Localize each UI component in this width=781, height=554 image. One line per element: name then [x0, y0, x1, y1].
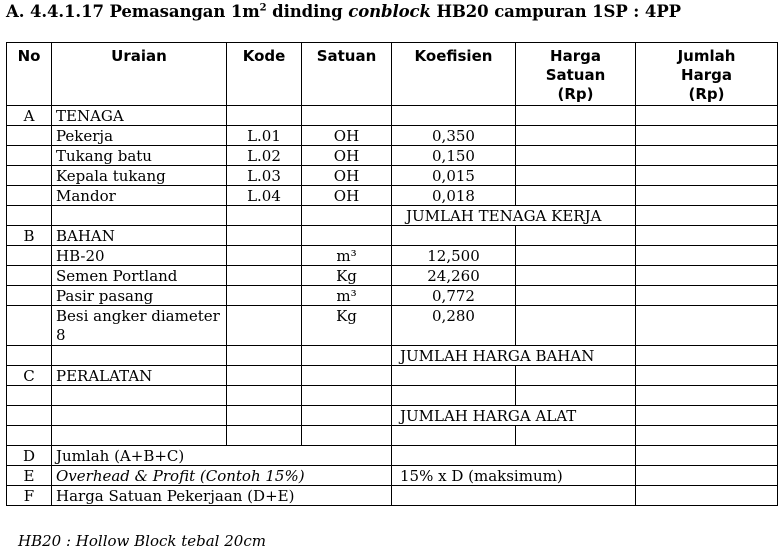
uraian-cell: Besi angker diameter 8	[52, 306, 227, 346]
header-kode: Kode	[227, 43, 302, 106]
koefisien-cell: 0,350	[392, 126, 516, 146]
summary-label: Harga Satuan Pekerjaan (D+E)	[52, 486, 392, 506]
total-bahan-label: JUMLAH HARGA BAHAN	[392, 346, 636, 366]
total-row	[7, 406, 778, 426]
summary-label: Overhead & Profit (Contoh 15%)	[52, 466, 392, 486]
header-satuan: Satuan	[302, 43, 392, 106]
uraian-cell: Mandor	[52, 186, 227, 206]
table-row	[7, 166, 778, 186]
kode-cell	[227, 306, 302, 346]
kode-cell: L.01	[227, 126, 302, 146]
summary-row	[7, 446, 778, 466]
section-no: A	[7, 106, 52, 126]
koefisien-cell: 24,260	[392, 266, 516, 286]
total-row	[7, 206, 778, 226]
summary-extra: 15% x D (maksimum)	[392, 466, 636, 486]
summary-no: E	[7, 466, 52, 486]
table-row	[7, 186, 778, 206]
satuan-cell: Kg	[302, 266, 392, 286]
total-alat-label: JUMLAH HARGA ALAT	[392, 406, 636, 426]
koefisien-cell: 0,150	[392, 146, 516, 166]
table-row	[7, 426, 778, 446]
koefisien-cell: 0,280	[392, 306, 516, 346]
table-row	[7, 126, 778, 146]
uraian-cell: Pasir pasang	[52, 286, 227, 306]
uraian-cell: Pekerja	[52, 126, 227, 146]
header-uraian: Uraian	[52, 43, 227, 106]
table-row	[7, 386, 778, 406]
section-row	[7, 106, 778, 126]
summary-row	[7, 466, 778, 486]
koefisien-cell: 0,015	[392, 166, 516, 186]
header-koefisien: Koefisien	[392, 43, 516, 106]
table-row	[7, 266, 778, 286]
kode-cell	[227, 266, 302, 286]
uraian-cell: Semen Portland	[52, 266, 227, 286]
satuan-cell: OH	[302, 186, 392, 206]
section-row	[7, 366, 778, 386]
koefisien-cell: 0,018	[392, 186, 516, 206]
total-row	[7, 346, 778, 366]
uraian-cell: Kepala tukang	[52, 166, 227, 186]
summary-extra	[392, 486, 636, 506]
header-no: No	[7, 43, 52, 106]
header-row	[7, 43, 778, 106]
table-row	[7, 146, 778, 166]
kode-cell: L.02	[227, 146, 302, 166]
satuan-cell: m³	[302, 246, 392, 266]
footnote: HB20 : Hollow Block tebal 20cm	[18, 532, 266, 550]
header-jumlah-harga: Jumlah Harga (Rp)	[636, 43, 778, 106]
table-row	[7, 306, 778, 346]
summary-label: Jumlah (A+B+C)	[52, 446, 392, 466]
header-harga-satuan: Harga Satuan (Rp)	[516, 43, 636, 106]
section-no: C	[7, 366, 52, 386]
ahsp-table	[6, 42, 778, 506]
koefisien-cell: 0,772	[392, 286, 516, 306]
section-label: BAHAN	[52, 226, 227, 246]
summary-extra	[392, 446, 636, 466]
satuan-cell: OH	[302, 126, 392, 146]
summary-no: F	[7, 486, 52, 506]
section-no: B	[7, 226, 52, 246]
table-row	[7, 286, 778, 306]
uraian-cell: Tukang batu	[52, 146, 227, 166]
kode-cell	[227, 246, 302, 266]
satuan-cell: OH	[302, 146, 392, 166]
satuan-cell: Kg	[302, 306, 392, 346]
kode-cell: L.04	[227, 186, 302, 206]
koefisien-cell: 12,500	[392, 246, 516, 266]
summary-row	[7, 486, 778, 506]
table-row	[7, 246, 778, 266]
section-label: PERALATAN	[52, 366, 227, 386]
total-tenaga-label: JUMLAH TENAGA KERJA	[392, 206, 636, 226]
summary-no: D	[7, 446, 52, 466]
kode-cell	[227, 286, 302, 306]
satuan-cell: OH	[302, 166, 392, 186]
kode-cell: L.03	[227, 166, 302, 186]
page-title: A. 4.4.1.17 Pemasangan $1m^2$ dinding conblock HB20 campuran 1SP : 4PP	[6, 2, 681, 21]
section-label: TENAGA	[52, 106, 227, 126]
uraian-cell: HB-20	[52, 246, 227, 266]
satuan-cell: m³	[302, 286, 392, 306]
section-row	[7, 226, 778, 246]
